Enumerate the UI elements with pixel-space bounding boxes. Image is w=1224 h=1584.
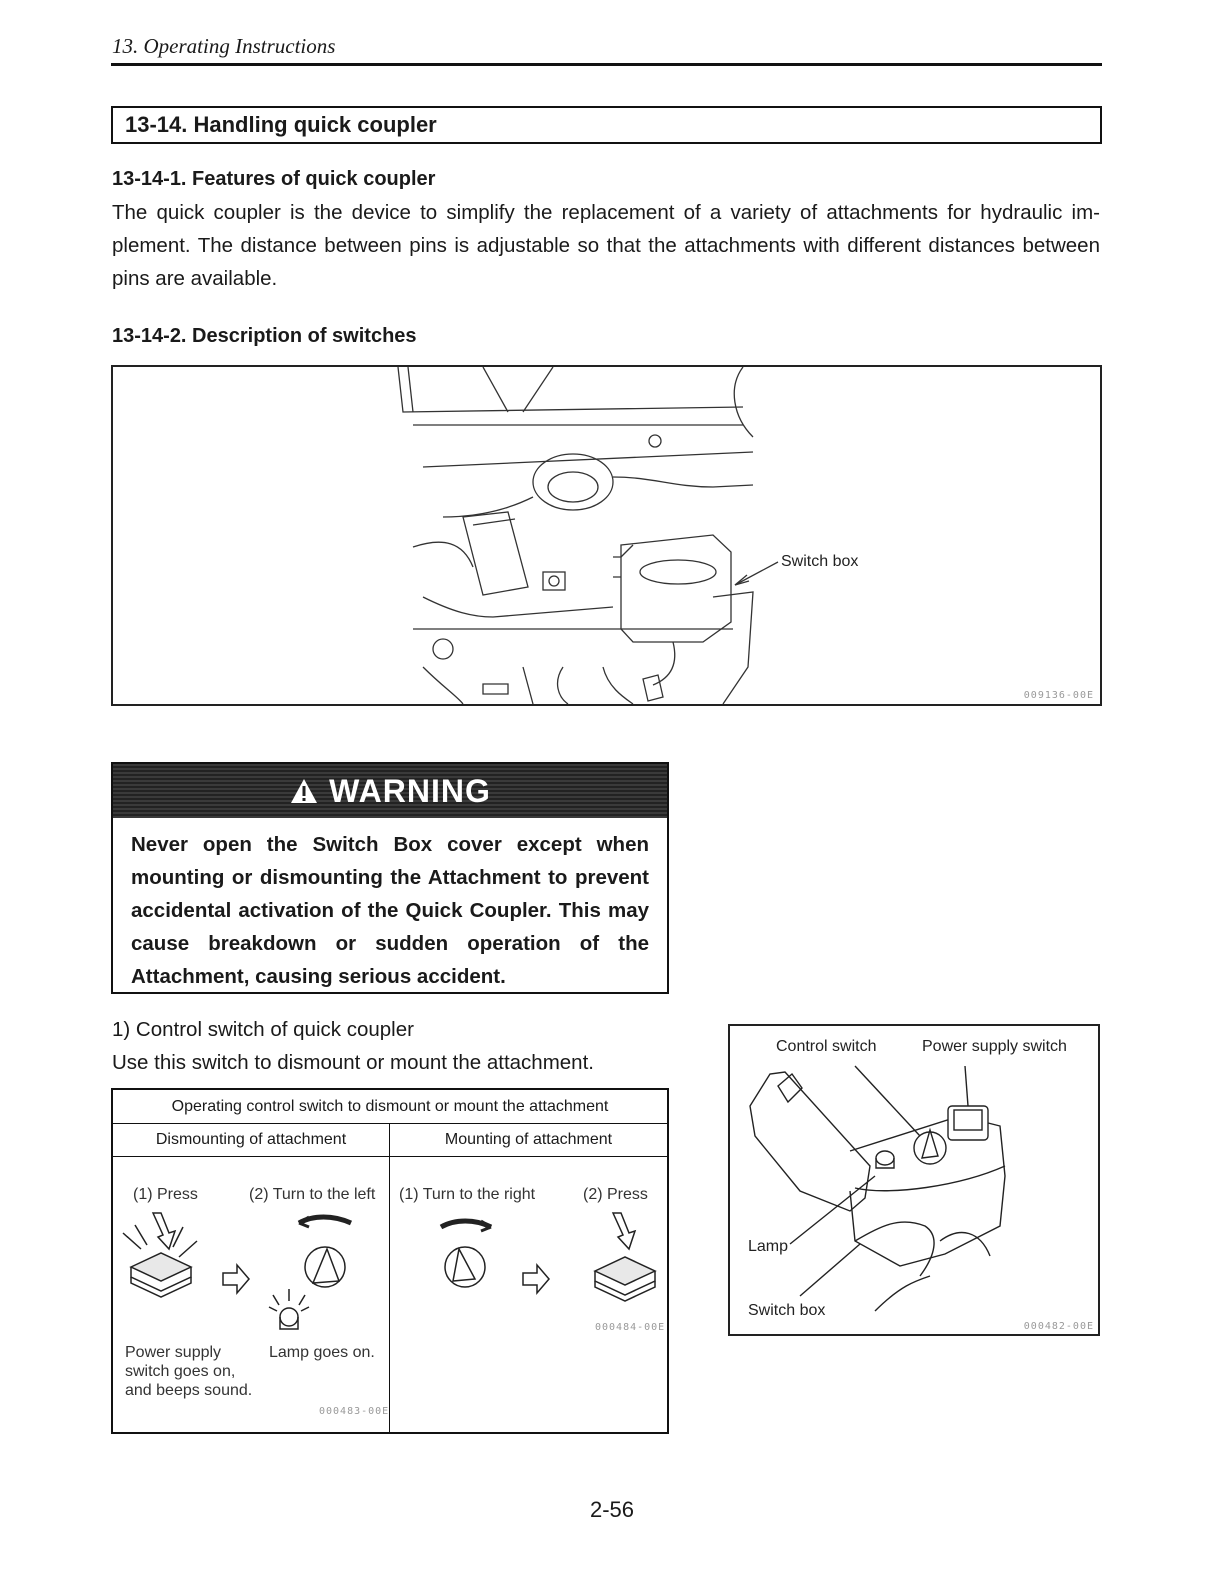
col-dismount: Dismounting of attachment — [155, 1130, 347, 1148]
mount-step-2: (2) Press — [583, 1186, 648, 1203]
features-body: The quick coupler is the device to simplify the replacement of a variety of attachments for hydraulic implement. The distance between pins is adjustable so that the attachments with different distances between pins are available. — [112, 201, 1100, 290]
features-heading: 13-14-1. Features of quick coupler — [112, 168, 436, 190]
warning-title: WARNING — [329, 772, 491, 809]
operation-illustrations — [113, 1205, 667, 1355]
switch-box-location-drawing — [113, 367, 1100, 704]
section-title-box — [111, 106, 1102, 144]
warning-text: Never open the Switch Box cover except when mounting or dismounting the Attachment to prevent accidental activation of the Quick Coupler. This may cause breakdown or sudden operation of the Attachment, causing serious accident. — [131, 833, 649, 988]
switch-box-location-figure — [111, 365, 1102, 706]
switch-box-callout: Switch box — [781, 553, 859, 570]
dismount-step-2: (2) Turn to the left — [249, 1186, 376, 1203]
note-power: Power supply switch goes on, and beeps sound. — [125, 1344, 253, 1399]
operation-table — [111, 1088, 669, 1434]
dismount-step-1: (1) Press — [133, 1186, 198, 1203]
label-lamp: Lamp — [748, 1238, 789, 1255]
warning-box — [111, 762, 669, 994]
warning-bar — [113, 764, 667, 818]
warning-triangle-icon — [289, 777, 319, 805]
note-lamp: Lamp goes on. — [269, 1344, 375, 1361]
label-switch-box: Switch box — [748, 1302, 826, 1319]
running-header: 13. Operating Instructions — [112, 34, 336, 58]
header-rule — [111, 63, 1102, 66]
section-title: 13-14. Handling quick coupler — [125, 112, 437, 137]
col-mount: Mounting of attachment — [444, 1130, 613, 1148]
code-right: 000484-00E — [595, 1322, 666, 1333]
mount-step-1: (1) Turn to the right — [399, 1186, 536, 1203]
switch-box-closeup-figure — [728, 1024, 1100, 1336]
switches-heading: 13-14-2. Description of switches — [112, 325, 417, 347]
table-header — [113, 1090, 667, 1124]
figure-code: 009136-00E — [1023, 690, 1094, 701]
table-header-text: Operating control switch to dismount or mount the attachment — [171, 1097, 609, 1115]
switch-box-closeup-drawing — [730, 1026, 1098, 1334]
page-number: 2-56 — [589, 1497, 635, 1522]
label-control-switch: Control switch — [776, 1038, 877, 1055]
control-switch-desc: Use this switch to dismount or mount the attachment. — [112, 1051, 594, 1074]
code-left: 000483-00E — [319, 1406, 390, 1417]
figure-code-closeup: 000482-00E — [1023, 1321, 1094, 1332]
control-switch-title: 1) Control switch of quick coupler — [112, 1018, 414, 1041]
label-power-switch: Power supply switch — [922, 1038, 1067, 1055]
